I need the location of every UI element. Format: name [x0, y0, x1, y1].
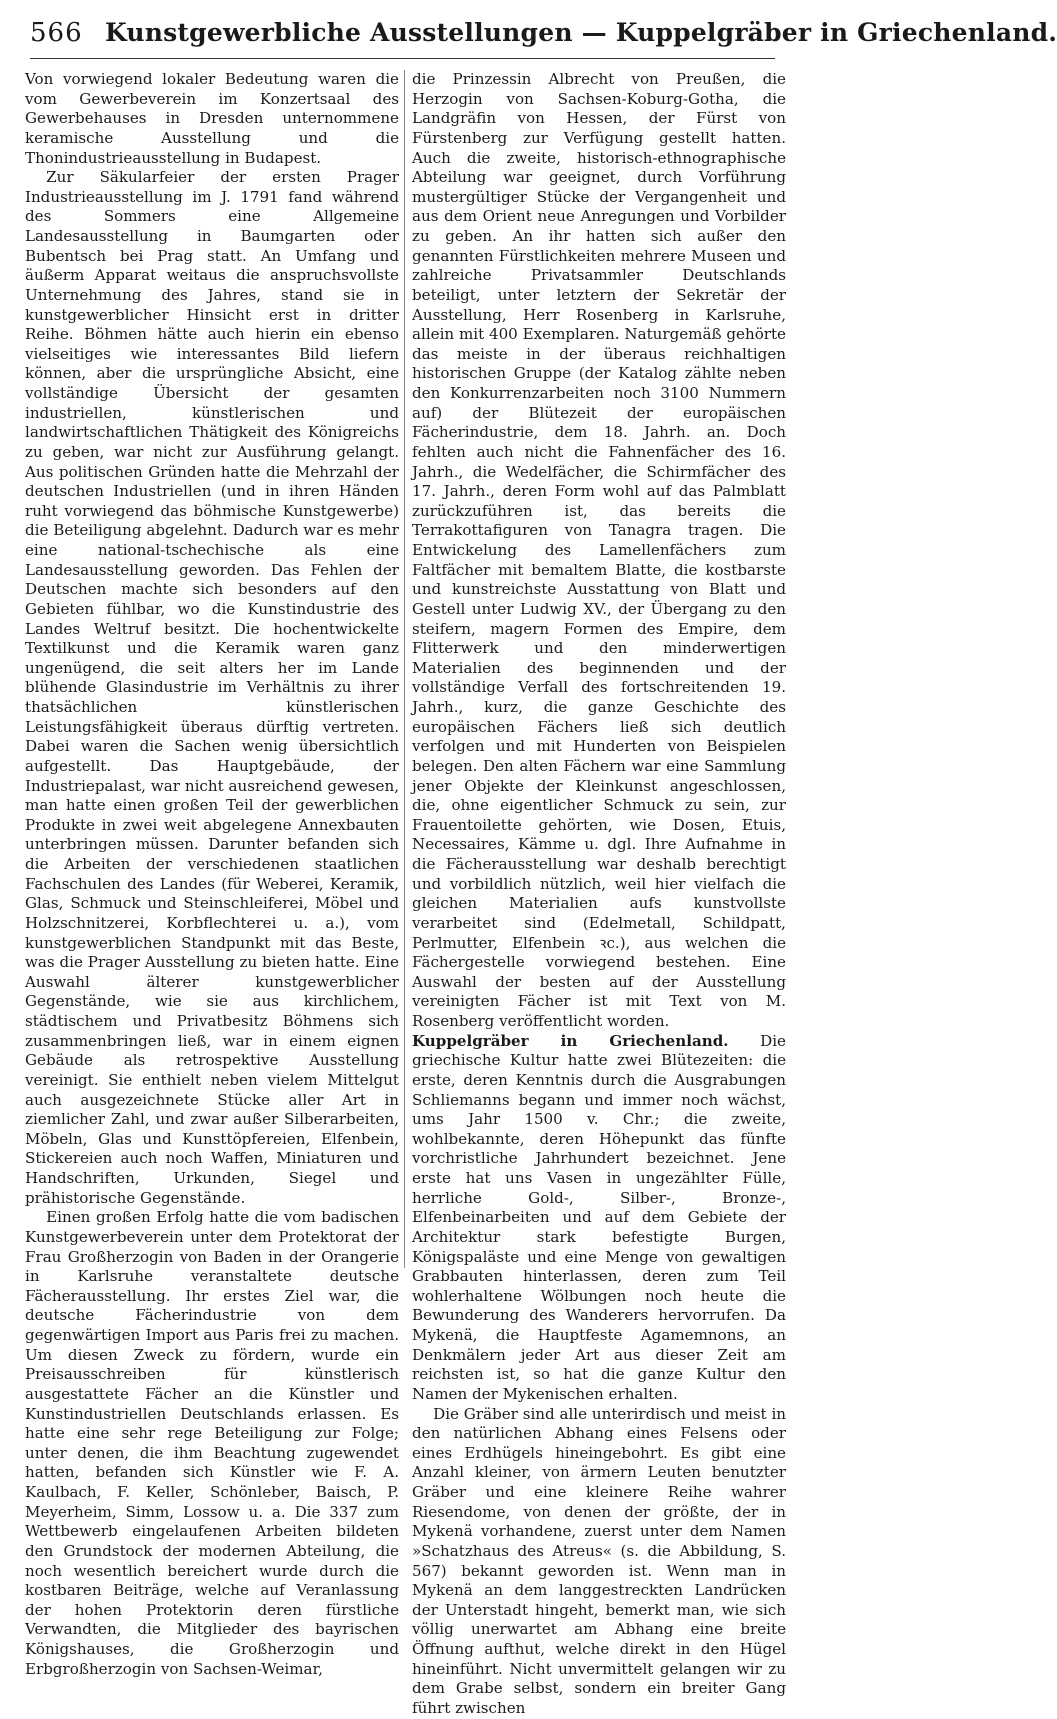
paragraph: Die Gräber sind alle unterirdisch und meist in den natürlichen Abhang eines Felsens oder eines Erdhügels hineingebohrt. Es gibt eine Anzahl kleiner, von ärmern Leuten benutzter Gräber und eine kleinere Reihe wahrer Riesendome, von denen der größte, der in Mykenä vorhandene, zuerst unter dem Namen »Schatzhaus des Atreus« (s. die Abbildung, S. 567) bekannt geworden ist. Wenn man in Mykenä an dem langgestreckten Landrücken der Unterstadt hingeht, bemerkt man, wie sich völlig unerwartet am Abhang eine breite Öffnung aufthut, welche direkt in den Hügel hineinführt. Nicht unvermittelt gelangen wir zu dem Grabe selbst, sondern ein breiter Gang führt zwischen: [412, 1404, 786, 1717]
left-column: [25, 70, 399, 1678]
column-divider: [404, 70, 405, 1268]
section-heading: Kuppelgräber in Griechenland.: [412, 1031, 729, 1050]
right-column: [412, 70, 786, 1717]
header-rule: [30, 58, 775, 59]
page-number: 566: [30, 18, 83, 48]
running-title: Kunstgewerbliche Ausstellungen — Kuppelgräber in Griechenland.: [105, 18, 1057, 47]
section-paragraph: [412, 1032, 786, 1405]
paragraph: Von vorwiegend lokaler Bedeutung waren die vom Gewerbeverein im Konzertsaal des Gewerbehauses in Dresden unternommene keramische Ausstellung und die Thonindustrieausstellung in Budapest.: [25, 70, 399, 167]
paragraph: die Prinzessin Albrecht von Preußen, die Herzogin von Sachsen-Koburg-Gotha, die Landgräfin von Hessen, der Fürst von Fürstenberg zur Verfügung gestellt hatten. Auch die zweite, historisch-ethnographische Abteilung war geeignet, durch Vorführung mustergültiger Stücke der Vergangenheit und aus dem Orient neue Anregungen und Vorbilder zu geben. An ihr hatten sich außer den genannten Fürstlichkeiten mehrere Museen und zahlreiche Privatsammler Deutschlands beteiligt, unter letztern der Sekretär der Ausstellung, Herr Rosenberg in Karlsruhe, allein mit 400 Exemplaren. Naturgemäß gehörte das meiste in der überaus reichhaltigen historischen Gruppe (der Katalog zählte neben den Konkurrenzarbeiten noch 3100 Nummern auf) der Blütezeit der europäischen Fächerindustrie, dem 18. Jahrh. an. Doch fehlten auch nicht die Fahnenfächer des 16. Jahrh., die Wedelfächer, die Schirmfächer des 17. Jahrh., deren Form wohl auf das Palmblatt zurückzuführen ist, das bereits die Terrakottafiguren von Tanagra tragen. Die Entwickelung des Lamellenfächers zum Faltfächer mit bemaltem Blatte, die kostbarste und kunstreichste Ausstattung von Blatt und Gestell unter Ludwig XV., der Übergang zu den steifern, magern Formen des Empire, dem Flitterwerk und den minderwertigen Materialien des beginnenden und der vollständige Verfall des fortschreitenden 19. Jahrh., kurz, die ganze Geschichte des europäischen Fächers ließ sich deutlich verfolgen und mit Hunderten von Beispielen belegen. Den alten Fächern war eine Sammlung jener Objekte der Kleinkunst angeschlossen, die, ohne eigentlicher Schmuck zu sein, zur Frauentoilette gehörten, wie Dosen, Etuis, Necessaires, Kämme u. dgl. Ihre Aufnahme in die Fächerausstellung war deshalb berechtigt und vorbildlich nützlich, weil hier vielfach die gleichen Materialien aufs kunstvollste verarbeitet sind (Edelmetall, Schildpatt, Perlmutter, Elfenbein ꝛc.), aus welchen die Fächergestelle vorwiegend bestehen. Eine Auswahl der besten auf der Ausstellung vereinigten Fächer ist mit Text von M. Rosenberg veröffentlicht worden.: [412, 70, 786, 1030]
section-text: Die griechische Kultur hatte zwei Blütezeiten: die erste, deren Kenntnis durch die Ausgrabungen Schliemanns begann und immer noch wächst, ums Jahr 1500 v. Chr.; die zweite, wohlbekannte, deren Höhepunkt das fünfte vorchristliche Jahrhundert bezeichnet. Jene erste hat uns Vasen in ungezählter Fülle, herrliche Gold-, Silber-, Bronze-, Elfenbeinarbeiten und auf dem Gebiete der Architektur stark befestigte Burgen, Königspaläste und eine Menge von gewaltigen Grabbauten hinterlassen, deren zum Teil wohlerhaltene Wölbungen noch heute die Bewunderung des Wanderers hervorrufen. Da Mykenä, die Hauptfeste Agamemnons, an Denkmälern jeder Art aus dieser Zeit am reichsten ist, so hat die ganze Kultur den Namen der Mykenischen erhalten.: [412, 1031, 786, 1403]
page-header: [30, 8, 1057, 60]
paragraph: Einen großen Erfolg hatte die vom badischen Kunstgewerbeverein unter dem Protektorat der Frau Großherzogin von Baden in der Orangerie in Karlsruhe veranstaltete deutsche Fächerausstellung. Ihr erstes Ziel war, die deutsche Fächerindustrie von dem gegenwärtigen Import aus Paris frei zu machen. Um diesen Zweck zu fördern, wurde ein Preisausschreiben für künstlerisch ausgestattete Fächer an die Künstler und Kunstindustriellen Deutschlands erlassen. Es hatte eine sehr rege Beteiligung zur Folge; unter denen, die ihm Beachtung zugewendet hatten, befanden sich Künstler wie F. A. Kaulbach, F. Keller, Schönleber, Baisch, P. Meyerheim, Simm, Lossow u. a. Die 337 zum Wettbewerb eingelaufenen Arbeiten bildeten den Grundstock der modernen Abteilung, die noch wesentlich bereichert wurde durch die kostbaren Beiträge, welche auf Veranlassung der hohen Protektorin deren fürstliche Verwandten, die Mitglieder des bayrischen Königshauses, die Großherzogin und Erbgroßherzogin von Sachsen-Weimar,: [25, 1208, 399, 1678]
paragraph: Zur Säkularfeier der ersten Prager Industrieausstellung im J. 1791 fand während des Sommers eine Allgemeine Landesausstellung in Baumgarten oder Bubentsch bei Prag statt. An Umfang und äußerm Apparat weitaus die anspruchsvollste Unternehmung des Jahres, stand sie in kunstgewerblicher Hinsicht erst in dritter Reihe. Böhmen hätte auch hierin ein ebenso vielseitiges wie interessantes Bild liefern können, aber die ursprüngliche Absicht, eine vollständige Übersicht der gesamten industriellen, künstlerischen und landwirtschaftlichen Thätigkeit des Königreichs zu geben, war nicht zur Ausführung gelangt. Aus politischen Gründen hatte die Mehrzahl der deutschen Industriellen (und in ihren Händen ruht vorwiegend das böhmische Kunstgewerbe) die Beteiligung abgelehnt. Dadurch war es mehr eine national-tschechische als eine Landesausstellung geworden. Das Fehlen der Deutschen machte sich besonders auf den Gebieten fühlbar, wo die Kunstindustrie des Landes Weltruf besitzt. Die hochentwickelte Textilkunst und die Keramik waren ganz ungenügend, die seit alters her im Lande blühende Glasindustrie im Verhältnis zu ihrer thatsächlichen künstlerischen Leistungsfähigkeit überaus dürftig vertreten. Dabei waren die Sachen wenig übersichtlich aufgestellt. Das Hauptgebäude, der Industriepalast, war nicht ausreichend gewesen, man hatte einen großen Teil der gewerblichen Produkte in zwei weit abgelegene Annexbauten unterbringen müssen. Darunter befanden sich die Arbeiten der verschiedenen staatlichen Fachschulen des Landes (für Weberei, Keramik, Glas, Schmuck und Steinschleiferei, Möbel und Holzschnitzerei, Korbflechterei u. a.), vom kunstgewerblichen Standpunkt mit das Beste, was die Prager Ausstellung zu bieten hatte. Eine Auswahl älterer kunstgewerblicher Gegenstände, wie sie aus kirchlichem, städtischem und Privatbesitz Böhmens sich zusammenbringen ließ, war in einem eignen Gebäude als retrospektive Ausstellung vereinigt. Sie enthielt neben vielem Mittelgut auch ausgezeichnete Stücke aller Art in ziemlicher Zahl, und zwar außer Silberarbeiten, Möbeln, Glas und Kunsttöpfereien, Elfenbein, Stickereien auch noch Waffen, Miniaturen und Handschriften, Urkunden, Siegel und prähistorische Gegenstände.: [25, 168, 399, 1207]
